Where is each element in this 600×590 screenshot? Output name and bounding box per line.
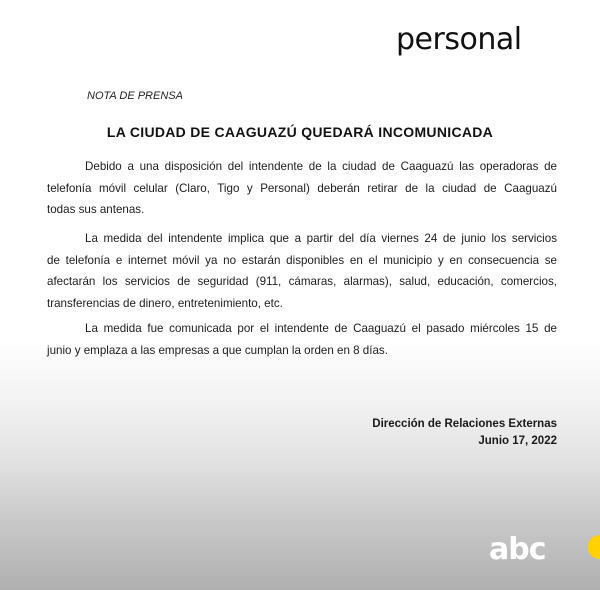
signature-date: Junio 17, 2022: [478, 435, 557, 447]
paragraph-line: junio y emplaza a las empresas a que cumplan la orden en 8 días.: [47, 343, 388, 357]
paragraph-line: de telefonía e internet móvil ya no estarán disponibles en el municipio y en consecuencia se: [47, 253, 557, 267]
paragraph-line: La medida fue comunicada por el intendente de Caaguazú el pasado miércoles 15 de: [85, 322, 557, 335]
paragraph-line: telefonía móvil celular (Claro, Tigo y Personal) deberán retirar de la ciudad de Caaguazú: [47, 181, 557, 195]
paragraph-line: La medida del intendente implica que a partir del día viernes 24 de junio los servicios: [85, 232, 557, 245]
document-title: LA CIUDAD DE CAAGUAZÚ QUEDARÁ INCOMUNICADA: [106, 124, 494, 140]
paragraph-line: Debido a una disposición del intendente de la ciudad de Caaguazú las operadoras de: [85, 160, 557, 173]
paragraph-line: afectarán los servicios de seguridad (911, cámaras, alarmas), salud, educación, comercios,: [47, 275, 557, 288]
signature-department: Dirección de Relaciones Externas: [372, 418, 557, 430]
abc-watermark-text: abc: [489, 535, 546, 565]
paragraph-3: [47, 318, 557, 361]
brand-logo-personal: personal: [396, 22, 522, 57]
press-note-label: NOTA DE PRENSA: [87, 90, 183, 102]
paragraph-2: [47, 228, 557, 314]
paragraph-line: todas sus antenas.: [47, 203, 145, 216]
abc-yellow-dot: [588, 535, 600, 559]
paragraph-line: transferencias de dinero, entretenimiento, etc.: [47, 296, 283, 310]
abc-watermark-logo: [489, 535, 581, 565]
paragraph-1: [47, 156, 557, 221]
